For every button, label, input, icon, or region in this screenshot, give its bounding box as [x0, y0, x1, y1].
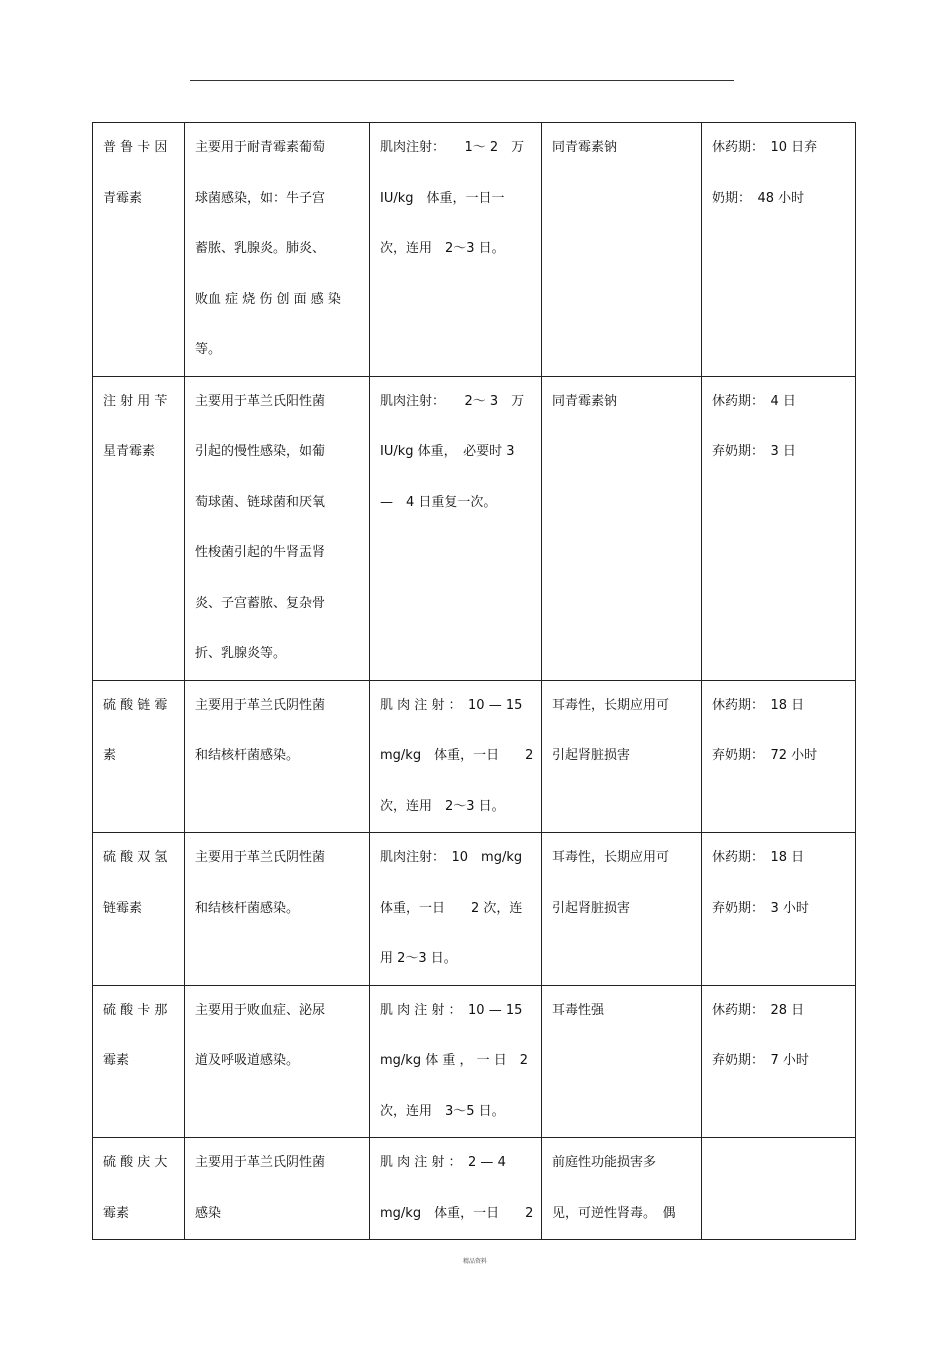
withdrawal-cell	[702, 123, 856, 377]
cell-text-line: 星青霉素	[103, 444, 156, 459]
cell-text-line: 弃奶期： 72 小时	[712, 748, 818, 763]
cell-text-line: 弃奶期： 3 小时	[712, 900, 809, 916]
table-row	[93, 833, 856, 986]
cell-text-line: 主要用于败血症、泌尿	[195, 1002, 326, 1018]
cell-text-line: 同青霉素钠	[552, 140, 618, 155]
cell-text-line: 球菌感染，如：牛子宫	[195, 190, 326, 206]
drug-name-cell	[93, 376, 185, 680]
withdrawal-cell	[702, 985, 856, 1138]
cell-text-line: 耳毒性，长期应用可	[552, 697, 670, 713]
cell-text-line: 用 2～3 日。	[380, 951, 457, 966]
cell-text-line: 前庭性功能损害多	[552, 1155, 657, 1170]
table-body	[93, 123, 856, 1240]
side-effects-cell	[542, 123, 702, 377]
cell-text-line: 次，连用 2～3 日。	[380, 241, 505, 256]
indication-cell	[185, 833, 370, 986]
cell-text-line: 青霉素	[103, 190, 143, 206]
cell-text-line: 萄球菌、链球菌和厌氧	[195, 494, 326, 510]
cell-text-line: 肌 肉 注 射 ： 10 — 15	[380, 697, 523, 713]
dosage-cell	[370, 985, 542, 1138]
dosage-cell	[370, 376, 542, 680]
table-row	[93, 376, 856, 680]
dosage-cell	[370, 1138, 542, 1240]
cell-text-line: 主要用于革兰氏阴性菌	[195, 1155, 326, 1170]
table-row	[93, 985, 856, 1138]
page-footer: 精品资料	[462, 1258, 487, 1265]
drug-name-cell	[93, 833, 185, 986]
side-effects-cell	[542, 833, 702, 986]
side-effects-cell	[542, 376, 702, 680]
cell-text-line: mg/kg 体重，一日 2	[380, 748, 534, 763]
header-rule	[190, 80, 734, 81]
cell-text-line: IU/kg 体重， 必要时 3	[380, 444, 515, 459]
side-effects-cell	[542, 1138, 702, 1240]
cell-text-line: 肌 肉 注 射 ： 2 — 4	[380, 1155, 506, 1170]
cell-text-line: 引起的慢性感染，如葡	[195, 444, 326, 459]
cell-text-line: 休药期： 28 日	[712, 1002, 805, 1018]
cell-text-line: 引起肾脏损害	[552, 748, 631, 763]
cell-text-line: 肌 肉 注 射 ： 10 — 15	[380, 1002, 523, 1018]
indication-cell	[185, 1138, 370, 1240]
withdrawal-cell	[702, 376, 856, 680]
cell-text-line: 肌肉注射： 2～ 3 万	[380, 393, 525, 409]
side-effects-cell	[542, 680, 702, 833]
cell-text-line: 硫 酸 庆 大	[103, 1155, 168, 1170]
table-row	[93, 680, 856, 833]
cell-text-line: 折、乳腺炎等。	[195, 646, 287, 661]
drug-name-cell	[93, 1138, 185, 1240]
cell-text-line: mg/kg 体 重 ， 一 日 2	[380, 1053, 529, 1068]
cell-text-line: 肌肉注射： 10 mg/kg	[380, 850, 523, 865]
cell-text-line: 次，连用 3～5 日。	[380, 1103, 505, 1119]
indication-cell	[185, 376, 370, 680]
cell-text-line: 蓄脓、乳腺炎。肺炎、	[195, 241, 326, 256]
cell-text-line: 素	[103, 748, 117, 763]
dosage-cell	[370, 833, 542, 986]
cell-text-line: 和结核杆菌感染。	[195, 748, 300, 763]
cell-text-line: 弃奶期： 7 小时	[712, 1053, 809, 1068]
withdrawal-cell	[702, 680, 856, 833]
cell-text-line: 硫 酸 双 氢	[103, 850, 168, 865]
cell-text-line: 硫 酸 链 霉	[103, 697, 168, 713]
cell-text-line: 耳毒性，长期应用可	[552, 850, 670, 865]
cell-text-line: 普 鲁 卡 因	[103, 140, 168, 155]
dosage-cell	[370, 123, 542, 377]
cell-text-line: 休药期： 18 日	[712, 697, 805, 713]
cell-text-line: 主要用于革兰氏阴性菌	[195, 850, 326, 865]
cell-text-line: 主要用于革兰氏阳性菌	[195, 393, 326, 409]
cell-text-line: 败血 症 烧 伤 创 面 感 染	[195, 291, 341, 307]
cell-text-line: 引起肾脏损害	[552, 900, 631, 916]
cell-text-line: 硫 酸 卡 那	[103, 1002, 168, 1018]
cell-text-line: 感染	[195, 1205, 222, 1221]
cell-text-line: 见，可逆性肾毒。 偶	[552, 1205, 676, 1221]
cell-text-line: 炎、子宫蓄脓、复杂骨	[195, 595, 326, 611]
cell-text-line: 主要用于耐青霉素葡萄	[195, 140, 326, 155]
cell-text-line: — 4 日重复一次。	[380, 494, 497, 510]
indication-cell	[185, 680, 370, 833]
cell-text-line: 主要用于革兰氏阴性菌	[195, 697, 326, 713]
dosage-cell	[370, 680, 542, 833]
cell-text-line: 次，连用 2～3 日。	[380, 798, 505, 814]
cell-text-line: 休药期： 4 日	[712, 393, 796, 409]
cell-text-line: 肌肉注射： 1～ 2 万	[380, 140, 525, 155]
cell-text-line: 弃奶期： 3 日	[712, 444, 796, 459]
drug-table	[92, 122, 856, 1240]
cell-text-line: mg/kg 体重，一日 2	[380, 1205, 534, 1221]
cell-text-line: 奶期： 48 小时	[712, 190, 805, 206]
drug-name-cell	[93, 680, 185, 833]
cell-text-line: 休药期： 10 日弃	[712, 140, 818, 155]
withdrawal-cell	[702, 1138, 856, 1240]
cell-text-line: 霉素	[103, 1053, 130, 1068]
drug-name-cell	[93, 985, 185, 1138]
indication-cell	[185, 985, 370, 1138]
cell-text-line: 体重，一日 2 次，连	[380, 900, 523, 916]
cell-text-line: 链霉素	[103, 900, 143, 916]
table-row	[93, 1138, 856, 1240]
drug-name-cell	[93, 123, 185, 377]
cell-text-line: 道及呼吸道感染。	[195, 1053, 300, 1068]
cell-text-line: 休药期： 18 日	[712, 850, 805, 865]
side-effects-cell	[542, 985, 702, 1138]
withdrawal-cell	[702, 833, 856, 986]
cell-text-line: IU/kg 体重，一日一	[380, 190, 505, 206]
cell-text-line: 和结核杆菌感染。	[195, 900, 300, 916]
cell-text-line: 性梭菌引起的牛肾盂肾	[195, 545, 326, 560]
cell-text-line: 注 射 用 苄	[103, 393, 168, 409]
cell-text-line: 同青霉素钠	[552, 393, 618, 409]
cell-text-line: 霉素	[103, 1205, 130, 1221]
cell-text-line: 耳毒性强	[552, 1002, 605, 1018]
indication-cell	[185, 123, 370, 377]
table-row	[93, 123, 856, 377]
cell-text-line: 等。	[195, 342, 222, 357]
